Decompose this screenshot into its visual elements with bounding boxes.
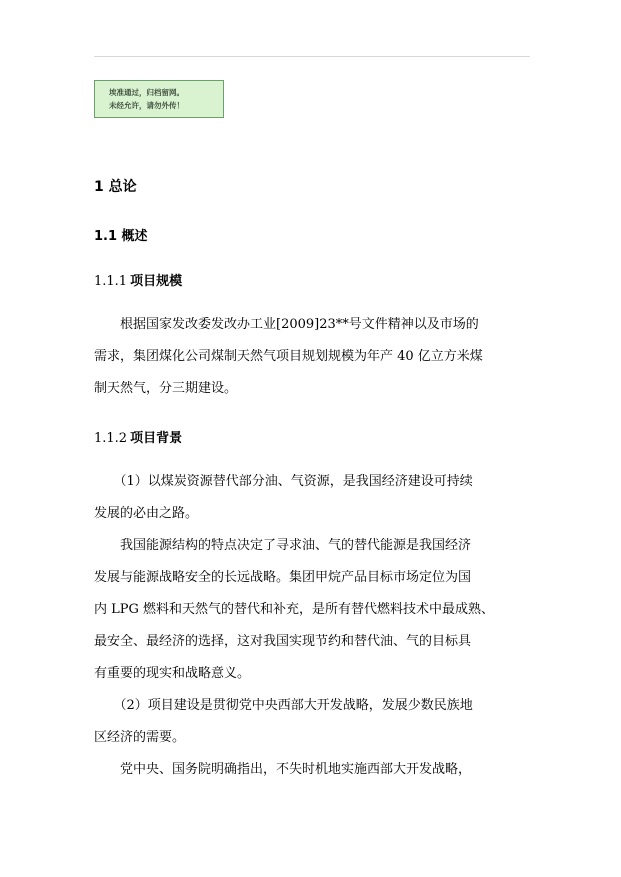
heading-section-1-1: 1.1 概述 (94, 229, 148, 244)
paragraph-line: 区经济的需要。 (94, 730, 186, 745)
paragraph-line: （2）项目建设是贯彻党中央西部大开发战略，发展少数民族地 (94, 698, 473, 713)
paragraph-line: 内 LPG 燃料和天然气的替代和补充，是所有替代燃料技术中最成熟、 (94, 602, 495, 617)
paragraph-line: 发展的必由之路。 (94, 506, 199, 521)
paragraph-line: 最安全、最经济的选择，这对我国实现节约和替代油、气的目标具 (94, 634, 472, 649)
heading-chapter-1: 1 总论 (94, 179, 137, 195)
heading-title: 项目背景 (130, 431, 183, 446)
paragraph-line: 发展与能源战略安全的长远战略。集团甲烷产品目标市场定位为国 (94, 570, 472, 585)
heading-title: 项目规模 (130, 274, 183, 289)
paragraph-line: 根据国家发改委发改办工业[2009]23**号文件精神以及市场的 (94, 317, 479, 332)
approval-stamp (94, 80, 224, 118)
paragraph-line: 我国能源结构的特点决定了寻求油、气的替代能源是我国经济 (94, 538, 472, 553)
header-rule (94, 56, 530, 57)
stamp-line-1: 埃准通过，归档留网。 (109, 88, 184, 97)
heading-number: 1.1.1 (94, 274, 128, 289)
heading-number: 1.1.2 (94, 431, 128, 446)
heading-subsection-1-1-1 (94, 270, 182, 289)
paragraph-line: 党中央、国务院明确指出，不失时机地实施西部大开发战略， (94, 762, 472, 777)
stamp-line-2: 未经允许，请勿外传！ (109, 101, 184, 110)
paragraph-line: （1）以煤炭资源替代部分油、气资源，是我国经济建设可持续 (94, 474, 473, 489)
paragraph-line: 制天然气，分三期建设。 (94, 381, 238, 396)
paragraph-line: 需求，集团煤化公司煤制天然气项目规划规模为年产 40 亿立方米煤 (94, 349, 483, 364)
heading-subsection-1-1-2 (94, 427, 182, 446)
paragraph-line: 有重要的现实和战略意义。 (94, 666, 251, 681)
